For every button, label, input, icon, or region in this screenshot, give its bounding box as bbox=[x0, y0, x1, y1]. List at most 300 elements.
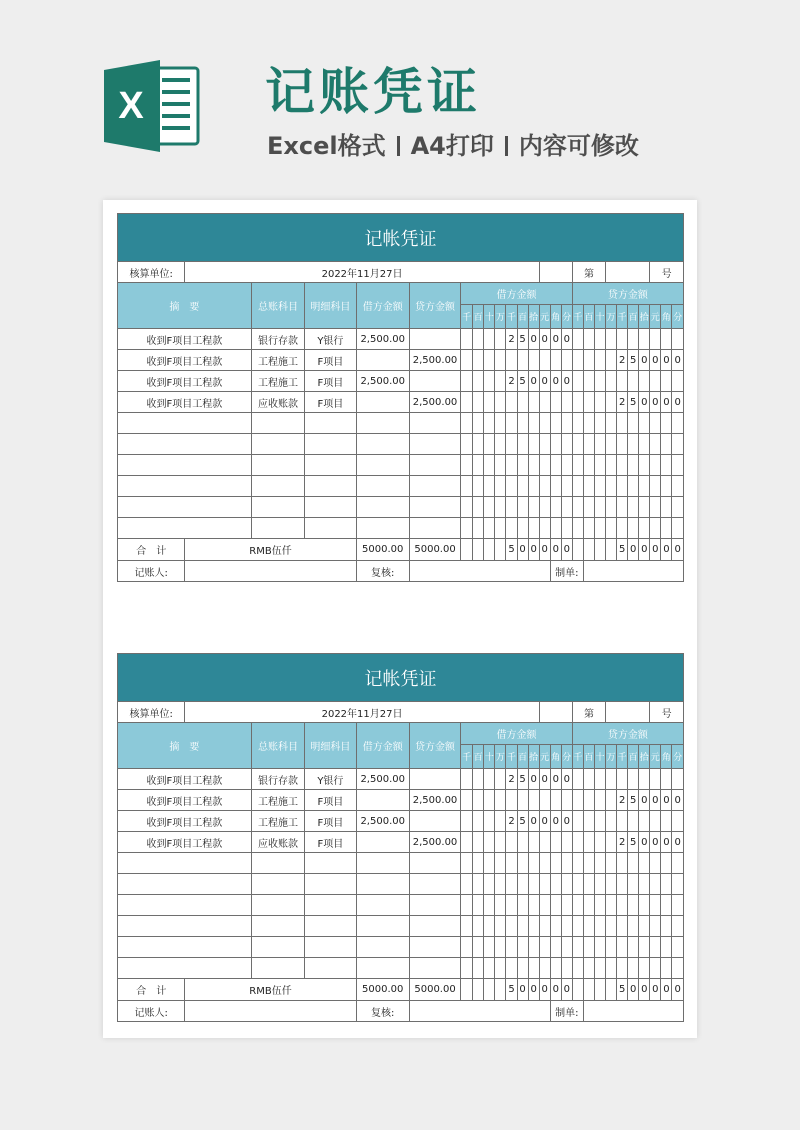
voucher-table bbox=[117, 213, 684, 582]
empty-cell bbox=[473, 874, 484, 895]
empty-cell bbox=[251, 853, 304, 874]
credit-digit bbox=[606, 790, 617, 811]
empty-cell bbox=[356, 874, 409, 895]
excel-logo-icon bbox=[104, 60, 202, 152]
empty-cell bbox=[672, 413, 684, 434]
empty-cell bbox=[550, 874, 561, 895]
subtitle-separator bbox=[505, 136, 508, 156]
debit-digit bbox=[517, 350, 528, 371]
debit-digit: 2 bbox=[506, 371, 517, 392]
voucher bbox=[117, 213, 684, 587]
voucher-title: 记帐凭证 bbox=[118, 214, 684, 262]
empty-row bbox=[118, 518, 684, 539]
empty-cell bbox=[473, 497, 484, 518]
debit-digit: 0 bbox=[550, 811, 561, 832]
empty-cell bbox=[617, 874, 628, 895]
row-detail-account: Y银行 bbox=[305, 329, 356, 350]
debit-digit bbox=[495, 769, 506, 790]
debit-digit bbox=[484, 832, 495, 853]
empty-cell bbox=[661, 874, 672, 895]
debit-digit bbox=[484, 790, 495, 811]
row-summary: 收到F项目工程款 bbox=[118, 350, 252, 371]
debit-digit: 5 bbox=[517, 811, 528, 832]
credit-digit bbox=[650, 371, 661, 392]
empty-cell bbox=[356, 497, 409, 518]
empty-cell bbox=[356, 895, 409, 916]
col-header-credit: 贷方金额 bbox=[409, 283, 460, 329]
empty-cell bbox=[539, 853, 550, 874]
credit-digit bbox=[628, 371, 639, 392]
credit-digit bbox=[594, 832, 605, 853]
debit-digit bbox=[495, 350, 506, 371]
total-credit-digit: 5 bbox=[617, 979, 628, 1001]
empty-cell bbox=[628, 476, 639, 497]
credit-digit: 0 bbox=[639, 392, 650, 413]
credit-digit bbox=[606, 371, 617, 392]
row-general-account: 应收账款 bbox=[251, 832, 304, 853]
debit-digit: 0 bbox=[539, 371, 550, 392]
total-debit-digit: 0 bbox=[539, 979, 550, 1001]
empty-cell bbox=[506, 937, 517, 958]
empty-cell bbox=[118, 895, 252, 916]
credit-digit bbox=[572, 371, 583, 392]
empty-cell bbox=[461, 455, 473, 476]
total-credit: 5000.00 bbox=[409, 979, 460, 1001]
credit-digit bbox=[572, 392, 583, 413]
total-row bbox=[118, 539, 684, 561]
digit-header: 元 bbox=[539, 745, 550, 769]
credit-digit bbox=[606, 832, 617, 853]
subtitle-separator bbox=[397, 136, 400, 156]
empty-cell bbox=[506, 455, 517, 476]
number-value bbox=[606, 262, 650, 283]
empty-cell bbox=[305, 874, 356, 895]
total-row bbox=[118, 979, 684, 1001]
empty-cell bbox=[594, 937, 605, 958]
empty-cell bbox=[118, 455, 252, 476]
row-debit: 2,500.00 bbox=[356, 769, 409, 790]
empty-cell bbox=[550, 497, 561, 518]
digit-header: 百 bbox=[473, 745, 484, 769]
credit-digit bbox=[606, 769, 617, 790]
total-credit-digit bbox=[594, 979, 605, 1001]
bookkeeper-label: 记账人: bbox=[118, 1001, 185, 1022]
total-words: RMB伍仟 bbox=[185, 539, 356, 561]
empty-cell bbox=[305, 895, 356, 916]
empty-cell bbox=[484, 413, 495, 434]
credit-digit bbox=[594, 392, 605, 413]
empty-cell bbox=[606, 895, 617, 916]
row-debit: 2,500.00 bbox=[356, 811, 409, 832]
debit-digit bbox=[484, 769, 495, 790]
empty-cell bbox=[528, 476, 539, 497]
empty-cell bbox=[118, 497, 252, 518]
empty-cell bbox=[517, 853, 528, 874]
empty-cell bbox=[661, 497, 672, 518]
empty-cell bbox=[650, 413, 661, 434]
empty-cell bbox=[594, 413, 605, 434]
empty-cell bbox=[539, 455, 550, 476]
total-debit-digit: 5 bbox=[506, 539, 517, 561]
empty-cell bbox=[572, 455, 583, 476]
empty-cell bbox=[594, 853, 605, 874]
credit-digit bbox=[617, 769, 628, 790]
empty-cell bbox=[583, 497, 594, 518]
empty-cell bbox=[517, 434, 528, 455]
empty-cell bbox=[550, 895, 561, 916]
empty-cell bbox=[561, 497, 572, 518]
total-credit-digit: 0 bbox=[639, 539, 650, 561]
empty-cell bbox=[628, 518, 639, 539]
empty-cell bbox=[583, 455, 594, 476]
total-credit-digit bbox=[583, 979, 594, 1001]
total-debit-digit: 0 bbox=[539, 539, 550, 561]
credit-digit bbox=[650, 329, 661, 350]
empty-cell bbox=[583, 413, 594, 434]
empty-cell bbox=[305, 518, 356, 539]
empty-cell bbox=[628, 895, 639, 916]
page-header bbox=[0, 0, 800, 190]
empty-cell bbox=[672, 853, 684, 874]
empty-cell bbox=[672, 895, 684, 916]
empty-cell bbox=[617, 895, 628, 916]
empty-cell bbox=[672, 937, 684, 958]
empty-cell bbox=[572, 937, 583, 958]
empty-cell bbox=[594, 916, 605, 937]
empty-cell bbox=[561, 455, 572, 476]
total-debit-digit: 5 bbox=[506, 979, 517, 1001]
empty-cell bbox=[628, 874, 639, 895]
total-debit-digit: 0 bbox=[550, 979, 561, 1001]
debit-digit bbox=[461, 832, 473, 853]
maker-value bbox=[583, 1001, 683, 1022]
credit-digit: 0 bbox=[672, 350, 684, 371]
empty-cell bbox=[661, 937, 672, 958]
empty-cell bbox=[495, 958, 506, 979]
total-debit-digit: 0 bbox=[528, 979, 539, 1001]
digit-header: 万 bbox=[495, 305, 506, 329]
empty-cell bbox=[461, 874, 473, 895]
empty-cell bbox=[251, 874, 304, 895]
digit-header: 元 bbox=[650, 305, 661, 329]
debit-digit bbox=[506, 392, 517, 413]
debit-digit: 2 bbox=[506, 769, 517, 790]
empty-cell bbox=[528, 916, 539, 937]
total-debit-digit bbox=[495, 539, 506, 561]
debit-digit bbox=[517, 832, 528, 853]
empty-cell bbox=[583, 434, 594, 455]
empty-cell bbox=[356, 476, 409, 497]
credit-digit bbox=[639, 371, 650, 392]
spacer-cell bbox=[539, 702, 572, 723]
debit-digit bbox=[495, 371, 506, 392]
empty-cell bbox=[606, 476, 617, 497]
row-summary: 收到F项目工程款 bbox=[118, 392, 252, 413]
row-general-account: 应收账款 bbox=[251, 392, 304, 413]
empty-cell bbox=[572, 874, 583, 895]
total-credit-digit: 0 bbox=[628, 979, 639, 1001]
credit-digit bbox=[661, 371, 672, 392]
col-header-detail-account: 明细科目 bbox=[305, 723, 356, 769]
empty-cell bbox=[118, 874, 252, 895]
empty-cell bbox=[617, 455, 628, 476]
debit-digit bbox=[473, 790, 484, 811]
col-header-credit-group: 贷方金额 bbox=[572, 283, 683, 305]
empty-cell bbox=[528, 434, 539, 455]
empty-cell bbox=[617, 413, 628, 434]
credit-digit bbox=[572, 350, 583, 371]
empty-cell bbox=[118, 853, 252, 874]
credit-digit: 0 bbox=[672, 832, 684, 853]
empty-cell bbox=[495, 874, 506, 895]
empty-cell bbox=[650, 895, 661, 916]
subtitle-editable: 内容可修改 bbox=[518, 132, 639, 160]
debit-digit bbox=[539, 350, 550, 371]
empty-cell bbox=[650, 497, 661, 518]
debit-digit bbox=[461, 371, 473, 392]
col-header-general-account: 总账科目 bbox=[251, 283, 304, 329]
total-debit-digit: 0 bbox=[561, 539, 572, 561]
empty-cell bbox=[356, 853, 409, 874]
total-debit: 5000.00 bbox=[356, 539, 409, 561]
col-header-detail-account: 明细科目 bbox=[305, 283, 356, 329]
empty-cell bbox=[561, 413, 572, 434]
unit-label: 核算单位: bbox=[118, 262, 185, 283]
row-general-account: 工程施工 bbox=[251, 371, 304, 392]
total-debit-digit: 0 bbox=[528, 539, 539, 561]
credit-digit bbox=[617, 371, 628, 392]
empty-cell bbox=[356, 937, 409, 958]
table-row bbox=[118, 832, 684, 853]
digit-header: 十 bbox=[594, 745, 605, 769]
empty-cell bbox=[484, 874, 495, 895]
digit-header: 十 bbox=[594, 305, 605, 329]
empty-cell bbox=[461, 497, 473, 518]
empty-cell bbox=[528, 853, 539, 874]
empty-cell bbox=[528, 413, 539, 434]
debit-digit bbox=[473, 371, 484, 392]
debit-digit: 0 bbox=[550, 371, 561, 392]
page-title: 记账凭证 bbox=[265, 63, 481, 121]
empty-cell bbox=[639, 518, 650, 539]
debit-digit: 5 bbox=[517, 371, 528, 392]
empty-cell bbox=[561, 916, 572, 937]
empty-cell bbox=[409, 518, 460, 539]
credit-digit: 0 bbox=[639, 790, 650, 811]
total-debit-digit bbox=[461, 979, 473, 1001]
row-detail-account: F项目 bbox=[305, 350, 356, 371]
credit-digit: 0 bbox=[639, 350, 650, 371]
empty-cell bbox=[251, 916, 304, 937]
empty-cell bbox=[594, 874, 605, 895]
row-credit: 2,500.00 bbox=[409, 392, 460, 413]
row-debit bbox=[356, 350, 409, 371]
table-row bbox=[118, 329, 684, 350]
empty-cell bbox=[672, 434, 684, 455]
empty-cell bbox=[473, 958, 484, 979]
empty-cell bbox=[251, 497, 304, 518]
empty-cell bbox=[528, 874, 539, 895]
empty-cell bbox=[550, 518, 561, 539]
empty-cell bbox=[661, 476, 672, 497]
digit-header: 分 bbox=[672, 305, 684, 329]
empty-cell bbox=[550, 455, 561, 476]
empty-cell bbox=[118, 958, 252, 979]
empty-cell bbox=[528, 937, 539, 958]
empty-cell bbox=[409, 413, 460, 434]
total-credit-digit bbox=[572, 539, 583, 561]
row-general-account: 银行存款 bbox=[251, 769, 304, 790]
empty-cell bbox=[617, 853, 628, 874]
empty-cell bbox=[409, 895, 460, 916]
total-credit-digit: 0 bbox=[639, 979, 650, 1001]
empty-cell bbox=[305, 958, 356, 979]
empty-cell bbox=[639, 476, 650, 497]
empty-cell bbox=[561, 518, 572, 539]
total-debit-digit bbox=[484, 539, 495, 561]
row-general-account: 工程施工 bbox=[251, 350, 304, 371]
digit-header: 万 bbox=[606, 305, 617, 329]
signature-row bbox=[118, 1001, 684, 1022]
credit-digit bbox=[628, 329, 639, 350]
credit-digit bbox=[606, 350, 617, 371]
empty-cell bbox=[409, 434, 460, 455]
row-debit bbox=[356, 392, 409, 413]
empty-cell bbox=[356, 518, 409, 539]
debit-digit bbox=[495, 392, 506, 413]
digit-header: 千 bbox=[461, 745, 473, 769]
empty-cell bbox=[251, 434, 304, 455]
empty-cell bbox=[409, 874, 460, 895]
empty-cell bbox=[528, 895, 539, 916]
row-credit bbox=[409, 329, 460, 350]
empty-cell bbox=[639, 874, 650, 895]
debit-digit: 0 bbox=[561, 811, 572, 832]
row-credit: 2,500.00 bbox=[409, 832, 460, 853]
credit-digit bbox=[628, 811, 639, 832]
empty-cell bbox=[550, 853, 561, 874]
debit-digit bbox=[495, 329, 506, 350]
digit-header: 拾 bbox=[639, 305, 650, 329]
credit-digit bbox=[583, 371, 594, 392]
empty-cell bbox=[118, 518, 252, 539]
empty-cell bbox=[628, 434, 639, 455]
empty-cell bbox=[650, 434, 661, 455]
row-general-account: 工程施工 bbox=[251, 811, 304, 832]
credit-digit bbox=[583, 350, 594, 371]
total-debit-digit bbox=[473, 539, 484, 561]
credit-digit: 5 bbox=[628, 832, 639, 853]
digit-header: 元 bbox=[650, 745, 661, 769]
empty-cell bbox=[628, 497, 639, 518]
empty-cell bbox=[506, 895, 517, 916]
number-label: 第 bbox=[572, 262, 605, 283]
empty-cell bbox=[495, 518, 506, 539]
empty-cell bbox=[461, 916, 473, 937]
empty-cell bbox=[650, 476, 661, 497]
row-detail-account: F项目 bbox=[305, 790, 356, 811]
credit-digit bbox=[628, 769, 639, 790]
debit-digit bbox=[539, 832, 550, 853]
maker-label: 制单: bbox=[550, 1001, 583, 1022]
row-detail-account: F项目 bbox=[305, 811, 356, 832]
empty-cell bbox=[409, 476, 460, 497]
empty-cell bbox=[628, 937, 639, 958]
debit-digit bbox=[539, 392, 550, 413]
empty-cell bbox=[495, 895, 506, 916]
empty-cell bbox=[506, 476, 517, 497]
empty-cell bbox=[583, 476, 594, 497]
empty-cell bbox=[583, 895, 594, 916]
debit-digit bbox=[550, 392, 561, 413]
empty-cell bbox=[517, 455, 528, 476]
empty-row bbox=[118, 916, 684, 937]
number-value bbox=[606, 702, 650, 723]
debit-digit bbox=[484, 811, 495, 832]
digit-header: 千 bbox=[617, 305, 628, 329]
maker-label: 制单: bbox=[550, 561, 583, 582]
debit-digit bbox=[495, 811, 506, 832]
unit-label: 核算单位: bbox=[118, 702, 185, 723]
empty-cell bbox=[409, 497, 460, 518]
empty-cell bbox=[473, 434, 484, 455]
empty-cell bbox=[484, 937, 495, 958]
empty-cell bbox=[461, 895, 473, 916]
credit-digit bbox=[583, 329, 594, 350]
credit-digit: 5 bbox=[628, 392, 639, 413]
credit-digit bbox=[606, 811, 617, 832]
debit-digit bbox=[461, 392, 473, 413]
empty-cell bbox=[495, 434, 506, 455]
debit-digit bbox=[561, 790, 572, 811]
credit-digit bbox=[594, 769, 605, 790]
total-debit-digit bbox=[473, 979, 484, 1001]
debit-digit: 5 bbox=[517, 769, 528, 790]
credit-digit: 2 bbox=[617, 392, 628, 413]
digit-header: 角 bbox=[661, 745, 672, 769]
debit-digit bbox=[561, 350, 572, 371]
empty-cell bbox=[356, 413, 409, 434]
empty-cell bbox=[539, 434, 550, 455]
total-debit-digit bbox=[484, 979, 495, 1001]
empty-cell bbox=[628, 413, 639, 434]
credit-digit bbox=[594, 371, 605, 392]
debit-digit bbox=[528, 790, 539, 811]
empty-cell bbox=[594, 895, 605, 916]
credit-digit: 0 bbox=[650, 832, 661, 853]
debit-digit bbox=[506, 790, 517, 811]
empty-cell bbox=[473, 413, 484, 434]
credit-digit: 0 bbox=[639, 832, 650, 853]
empty-cell bbox=[617, 518, 628, 539]
empty-cell bbox=[461, 518, 473, 539]
debit-digit bbox=[506, 350, 517, 371]
empty-cell bbox=[305, 455, 356, 476]
empty-cell bbox=[583, 874, 594, 895]
empty-cell bbox=[484, 476, 495, 497]
reviewer-value bbox=[409, 561, 550, 582]
number-suffix: 号 bbox=[650, 262, 684, 283]
credit-digit bbox=[639, 329, 650, 350]
empty-cell bbox=[356, 455, 409, 476]
debit-digit: 0 bbox=[539, 811, 550, 832]
empty-cell bbox=[495, 937, 506, 958]
table-row bbox=[118, 811, 684, 832]
empty-cell bbox=[572, 958, 583, 979]
empty-cell bbox=[473, 455, 484, 476]
debit-digit bbox=[517, 790, 528, 811]
row-summary: 收到F项目工程款 bbox=[118, 832, 252, 853]
